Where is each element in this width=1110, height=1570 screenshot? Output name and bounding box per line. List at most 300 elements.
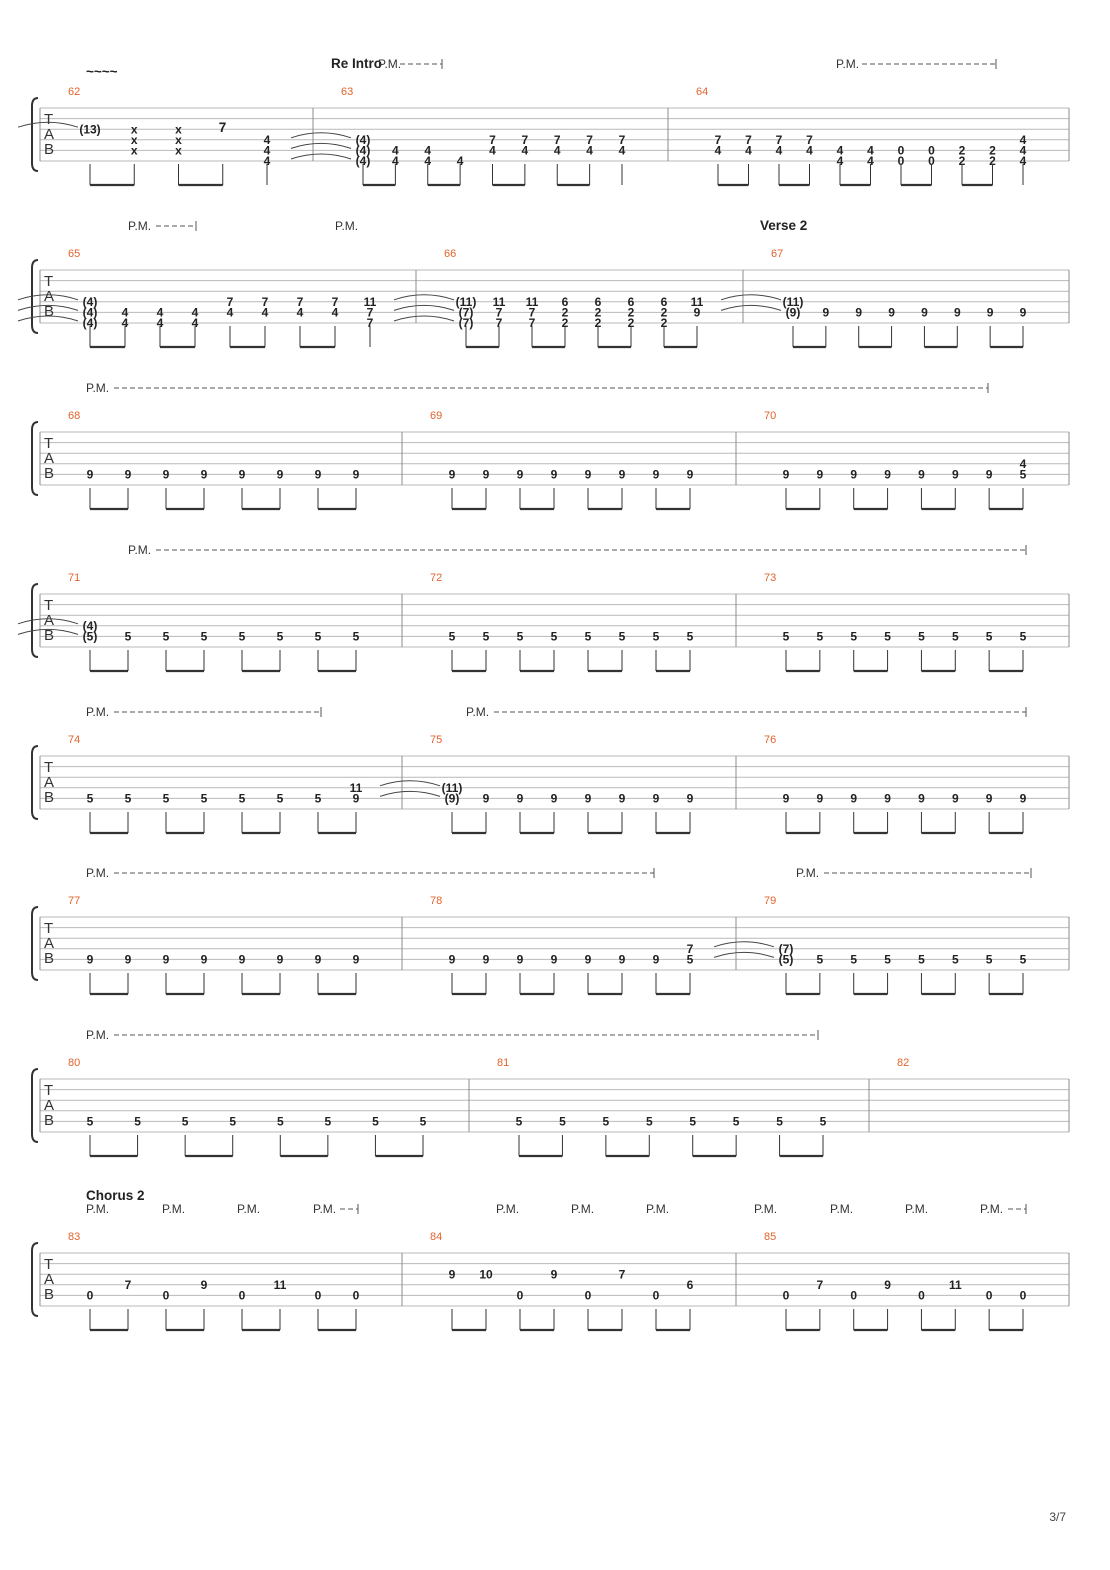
palm-mute-label: P.M. bbox=[86, 1028, 110, 1042]
fret-number: 2 bbox=[660, 305, 668, 320]
fret-number: 9 bbox=[921, 305, 928, 320]
fret-number: 9 bbox=[986, 305, 994, 320]
fret-number: 7 bbox=[553, 133, 561, 147]
tab-clef-letter: B bbox=[44, 1112, 55, 1129]
fret-number: (4) bbox=[355, 154, 371, 169]
fret-number: 0 bbox=[86, 1288, 94, 1303]
measure-number: 73 bbox=[764, 572, 777, 584]
fret-number: 7 bbox=[816, 1278, 824, 1292]
fret-number: 5 bbox=[732, 1114, 740, 1129]
fret-number: 4 bbox=[296, 305, 304, 320]
fret-number: 11 bbox=[349, 781, 363, 795]
section-label: Verse 2 bbox=[760, 218, 808, 233]
fret-number: 9 bbox=[124, 952, 132, 967]
fret-number: 7 bbox=[806, 133, 813, 147]
fret-number: 7 bbox=[745, 133, 752, 147]
palm-mute-label: P.M. bbox=[128, 543, 152, 557]
fret-number: 5 bbox=[276, 629, 284, 644]
fret-number: 0 bbox=[897, 143, 905, 158]
fret-number: 5 bbox=[951, 629, 959, 644]
tab-clef-letter: B bbox=[44, 789, 55, 806]
fret-number: x bbox=[175, 122, 182, 137]
fret-number: 11 bbox=[492, 295, 506, 309]
fret-number: 5 bbox=[645, 1114, 653, 1129]
fret-number: 9 bbox=[200, 952, 208, 967]
fret-number: 4 bbox=[1019, 133, 1027, 147]
palm-mute-label: P.M. bbox=[335, 219, 359, 233]
fret-number: (5) bbox=[82, 629, 98, 644]
fret-number: 4 bbox=[392, 143, 399, 158]
fret-number: 2 bbox=[660, 316, 668, 331]
fret-number: 5 bbox=[918, 952, 925, 967]
tie-arc bbox=[394, 316, 454, 321]
fret-number: 4 bbox=[1019, 143, 1027, 158]
fret-number: 6 bbox=[627, 295, 635, 309]
fret-number: 0 bbox=[928, 143, 935, 158]
fret-number: 9 bbox=[448, 952, 456, 967]
fret-number: 4 bbox=[263, 154, 271, 169]
measure-number: 63 bbox=[341, 86, 354, 98]
measure-number: 75 bbox=[430, 734, 443, 746]
system-bracket bbox=[32, 1069, 38, 1142]
fret-number: 2 bbox=[958, 154, 966, 169]
fret-number: 4 bbox=[331, 305, 339, 320]
fret-number: 5 bbox=[124, 629, 132, 644]
palm-mute-label: P.M. bbox=[496, 1202, 520, 1216]
tab-clef-letter: B bbox=[44, 950, 55, 967]
fret-number: (7) bbox=[458, 316, 474, 331]
fret-number: 7 bbox=[714, 133, 722, 147]
fret-number: 0 bbox=[897, 154, 905, 169]
fret-number: 9 bbox=[276, 467, 284, 482]
fret-number: 0 bbox=[314, 1288, 322, 1303]
fret-number: 5 bbox=[816, 952, 824, 967]
fret-number: 5 bbox=[238, 791, 246, 806]
fret-number: 5 bbox=[819, 1114, 827, 1129]
fret-number: 9 bbox=[482, 467, 490, 482]
measure-number: 65 bbox=[68, 248, 81, 260]
fret-number: 4 bbox=[392, 154, 399, 169]
fret-number: 4 bbox=[714, 143, 722, 158]
measure-number: 76 bbox=[764, 734, 777, 746]
fret-number: 7 bbox=[261, 295, 269, 309]
fret-number: 9 bbox=[1019, 791, 1027, 806]
tab-clef-letter: A bbox=[44, 774, 55, 791]
fret-number: 6 bbox=[686, 1278, 694, 1292]
fret-number: 5 bbox=[86, 791, 94, 806]
fret-number: 4 bbox=[263, 143, 271, 158]
tie-arc bbox=[721, 295, 781, 300]
fret-number: 9 bbox=[448, 1267, 456, 1282]
fret-number: 5 bbox=[782, 629, 790, 644]
system-bracket bbox=[32, 907, 38, 980]
palm-mute-label: P.M. bbox=[378, 57, 402, 71]
fret-number: 9 bbox=[238, 952, 246, 967]
fret-number: 5 bbox=[884, 952, 891, 967]
tie-arc bbox=[721, 305, 781, 310]
measure-number: 71 bbox=[68, 572, 81, 584]
fret-number: (4) bbox=[82, 619, 98, 633]
fret-number: 9 bbox=[482, 952, 490, 967]
palm-mute-label: P.M. bbox=[836, 57, 860, 71]
measure-number: 62 bbox=[68, 86, 81, 98]
fret-number: 6 bbox=[561, 295, 569, 309]
fret-number: (7) bbox=[458, 305, 474, 320]
fret-number: 5 bbox=[314, 629, 322, 644]
fret-number: 11 bbox=[363, 295, 377, 309]
fret-number: 4 bbox=[586, 143, 593, 158]
tab-clef-letter: T bbox=[44, 111, 54, 128]
palm-mute-label: P.M. bbox=[646, 1202, 670, 1216]
fret-number: 5 bbox=[134, 1114, 141, 1129]
fret-number: 5 bbox=[124, 791, 132, 806]
fret-number: 7 bbox=[775, 133, 783, 147]
tab-clef-letter: A bbox=[44, 612, 55, 629]
fret-number: 4 bbox=[191, 316, 199, 331]
section-label: Re Intro bbox=[331, 56, 383, 71]
fret-number: 5 bbox=[352, 629, 360, 644]
fret-number: 5 bbox=[985, 629, 993, 644]
fret-number: 9 bbox=[953, 305, 961, 320]
palm-mute-label: P.M. bbox=[86, 381, 110, 395]
fret-number: 5 bbox=[850, 629, 858, 644]
fret-number: 5 bbox=[515, 1114, 523, 1129]
fret-number: 5 bbox=[419, 1114, 427, 1129]
fret-number: 0 bbox=[918, 1288, 925, 1303]
tie-arc bbox=[394, 305, 454, 310]
fret-number: 4 bbox=[489, 143, 496, 158]
fret-number: 9 bbox=[652, 467, 660, 482]
measure-number: 70 bbox=[764, 410, 777, 422]
fret-number: 4 bbox=[1019, 457, 1027, 471]
fret-number: 11 bbox=[525, 295, 539, 309]
tab-clef-letter: T bbox=[44, 597, 54, 614]
fret-number: 4 bbox=[1019, 154, 1027, 169]
system-bracket bbox=[32, 98, 38, 171]
system-bracket bbox=[32, 746, 38, 819]
fret-number: (9) bbox=[444, 791, 460, 806]
palm-mute-label: P.M. bbox=[86, 866, 110, 880]
fret-number: 4 bbox=[745, 143, 752, 158]
fret-number: x bbox=[175, 143, 182, 158]
fret-number: (13) bbox=[79, 122, 101, 137]
palm-mute-label: P.M. bbox=[86, 705, 110, 719]
fret-number: 9 bbox=[200, 467, 208, 482]
measure-number: 81 bbox=[497, 1057, 510, 1069]
fret-number: 2 bbox=[989, 154, 996, 169]
fret-number: 5 bbox=[816, 629, 824, 644]
fret-number: 9 bbox=[918, 467, 925, 482]
fret-number: 4 bbox=[521, 143, 529, 158]
fret-number: (4) bbox=[82, 305, 98, 320]
fret-number: 5 bbox=[985, 952, 993, 967]
palm-mute-label: P.M. bbox=[796, 866, 820, 880]
fret-number: (11) bbox=[441, 781, 463, 795]
fret-number: 7 bbox=[618, 133, 626, 147]
fret-number: 9 bbox=[884, 791, 891, 806]
fret-number: 9 bbox=[918, 791, 925, 806]
fret-number: 9 bbox=[162, 467, 170, 482]
fret-number: 5 bbox=[238, 629, 246, 644]
tab-clef-letter: T bbox=[44, 759, 54, 776]
fret-number: 9 bbox=[652, 952, 660, 967]
fret-number: 11 bbox=[690, 295, 704, 309]
fret-number: 2 bbox=[594, 305, 602, 320]
fret-number: 9 bbox=[352, 791, 360, 806]
fret-number: 6 bbox=[660, 295, 668, 309]
fret-number: 9 bbox=[482, 791, 490, 806]
palm-mute-label: P.M. bbox=[980, 1202, 1004, 1216]
system-bracket bbox=[32, 1243, 38, 1316]
fret-number: 4 bbox=[226, 305, 234, 320]
fret-number: 0 bbox=[352, 1288, 360, 1303]
fret-number: 2 bbox=[594, 316, 602, 331]
tab-clef-letter: T bbox=[44, 1082, 54, 1099]
tab-clef-letter: B bbox=[44, 1286, 55, 1303]
fret-number: 9 bbox=[816, 791, 824, 806]
fret-number: 5 bbox=[162, 629, 170, 644]
fret-number: 0 bbox=[1019, 1288, 1027, 1303]
palm-mute-label: P.M. bbox=[571, 1202, 595, 1216]
fret-number: 5 bbox=[372, 1114, 379, 1129]
fret-number: 9 bbox=[985, 791, 993, 806]
fret-number: 4 bbox=[261, 305, 269, 320]
fret-number: 4 bbox=[806, 143, 813, 158]
fret-number: 9 bbox=[162, 952, 170, 967]
fret-number: (11) bbox=[455, 295, 477, 309]
tab-clef-letter: A bbox=[44, 288, 55, 305]
fret-number: 2 bbox=[561, 305, 569, 320]
fret-number: 7 bbox=[586, 133, 593, 147]
fret-number: 9 bbox=[448, 467, 456, 482]
fret-number: 7 bbox=[686, 942, 694, 956]
fret-number: 0 bbox=[652, 1288, 660, 1303]
measure-number: 77 bbox=[68, 895, 81, 907]
palm-mute-label: P.M. bbox=[86, 1202, 110, 1216]
fret-number: 5 bbox=[181, 1114, 189, 1129]
tab-clef-letter: A bbox=[44, 935, 55, 952]
fret-number: 5 bbox=[1019, 629, 1027, 644]
palm-mute-label: P.M. bbox=[830, 1202, 854, 1216]
fret-number: 5 bbox=[200, 791, 208, 806]
tab-clef-letter: B bbox=[44, 465, 55, 482]
eighth-rest: 7 bbox=[218, 120, 227, 135]
fret-number: 4 bbox=[618, 143, 626, 158]
measure-number: 78 bbox=[430, 895, 443, 907]
fret-number: 5 bbox=[559, 1114, 566, 1129]
fret-number: 11 bbox=[948, 1278, 962, 1292]
fret-number: 5 bbox=[884, 629, 891, 644]
palm-mute-label: P.M. bbox=[128, 219, 152, 233]
fret-number: 7 bbox=[521, 133, 529, 147]
fret-number: x bbox=[130, 122, 138, 137]
fret-number: x bbox=[130, 133, 138, 147]
fret-number: 7 bbox=[528, 305, 536, 320]
tab-clef-letter: A bbox=[44, 450, 55, 467]
fret-number: (9) bbox=[785, 305, 801, 320]
fret-number: 7 bbox=[366, 305, 374, 320]
tie-arc bbox=[380, 781, 440, 786]
fret-number: 10 bbox=[479, 1267, 493, 1282]
system-bracket bbox=[32, 422, 38, 495]
palm-mute-label: P.M. bbox=[313, 1202, 337, 1216]
fret-number: 9 bbox=[584, 952, 592, 967]
fret-number: 5 bbox=[86, 1114, 94, 1129]
tab-clef-letter: A bbox=[44, 126, 55, 143]
tie-arc bbox=[714, 942, 774, 947]
fret-number: 6 bbox=[594, 295, 602, 309]
tie-arc bbox=[291, 154, 351, 159]
fret-number: 9 bbox=[693, 305, 701, 320]
fret-number: 9 bbox=[686, 467, 694, 482]
fret-number: 9 bbox=[652, 791, 660, 806]
fret-number: 5 bbox=[689, 1114, 697, 1129]
fret-number: 5 bbox=[314, 791, 322, 806]
fret-number: 5 bbox=[448, 629, 456, 644]
fret-number: 9 bbox=[782, 467, 790, 482]
fret-number: 0 bbox=[516, 1288, 524, 1303]
fret-number: 4 bbox=[263, 133, 271, 147]
fret-number: (7) bbox=[778, 942, 794, 956]
fret-number: 0 bbox=[850, 1288, 858, 1303]
fret-number: 7 bbox=[366, 316, 374, 331]
measure-number: 82 bbox=[897, 1057, 910, 1069]
fret-number: 4 bbox=[156, 316, 164, 331]
fret-number: 5 bbox=[652, 629, 660, 644]
measure-number: 68 bbox=[68, 410, 81, 422]
fret-number: 5 bbox=[918, 629, 925, 644]
measure-number: 74 bbox=[68, 734, 81, 746]
fret-number: (5) bbox=[778, 952, 794, 967]
fret-number: 9 bbox=[884, 1278, 891, 1292]
fret-number: 9 bbox=[951, 467, 959, 482]
measure-number: 64 bbox=[696, 86, 709, 98]
measure-number: 72 bbox=[430, 572, 443, 584]
fret-number: 2 bbox=[958, 143, 966, 158]
fret-number: 7 bbox=[495, 305, 503, 320]
measure-number: 80 bbox=[68, 1057, 81, 1069]
fret-number: 7 bbox=[528, 316, 536, 331]
tie-arc bbox=[394, 295, 454, 300]
fret-number: 5 bbox=[686, 952, 694, 967]
fret-number: 9 bbox=[850, 791, 858, 806]
fret-number: 7 bbox=[489, 133, 496, 147]
fret-number: (4) bbox=[82, 316, 98, 331]
fret-number: 2 bbox=[561, 316, 569, 331]
fret-number: 5 bbox=[686, 629, 694, 644]
fret-number: 9 bbox=[550, 952, 558, 967]
fret-number: 7 bbox=[124, 1278, 132, 1292]
fret-number: 5 bbox=[1019, 467, 1027, 482]
fret-number: 9 bbox=[550, 1267, 558, 1282]
fret-number: 9 bbox=[1019, 305, 1027, 320]
fret-number: 5 bbox=[229, 1114, 237, 1129]
fret-number: 9 bbox=[516, 791, 524, 806]
fret-number: 0 bbox=[928, 154, 935, 169]
fret-number: 9 bbox=[276, 952, 284, 967]
palm-mute-label: P.M. bbox=[905, 1202, 929, 1216]
fret-number: 5 bbox=[584, 629, 592, 644]
fret-number: 7 bbox=[618, 1267, 626, 1282]
fret-number: 9 bbox=[352, 467, 360, 482]
measure-number: 84 bbox=[430, 1231, 443, 1243]
fret-number: 9 bbox=[200, 1278, 208, 1292]
fret-number: 5 bbox=[550, 629, 558, 644]
tab-clef-letter: A bbox=[44, 1097, 55, 1114]
fret-number: 9 bbox=[686, 791, 694, 806]
fret-number: 7 bbox=[226, 295, 234, 309]
measure-number: 85 bbox=[764, 1231, 777, 1243]
fret-number: (11) bbox=[782, 295, 804, 309]
vibrato-mark: ~~~~ bbox=[86, 64, 118, 79]
fret-number: 5 bbox=[516, 629, 524, 644]
fret-number: (4) bbox=[355, 143, 371, 158]
fret-number: 4 bbox=[121, 305, 129, 320]
fret-number: 5 bbox=[324, 1114, 332, 1129]
fret-number: 9 bbox=[816, 467, 824, 482]
fret-number: 9 bbox=[985, 467, 993, 482]
fret-number: x bbox=[130, 143, 138, 158]
measure-number: 69 bbox=[430, 410, 443, 422]
fret-number: 9 bbox=[822, 305, 830, 320]
palm-mute-label: P.M. bbox=[237, 1202, 261, 1216]
fret-number: 9 bbox=[618, 952, 626, 967]
fret-number: (4) bbox=[355, 133, 371, 147]
fret-number: 9 bbox=[888, 305, 895, 320]
fret-number: 4 bbox=[456, 154, 464, 169]
fret-number: 9 bbox=[782, 791, 790, 806]
fret-number: 5 bbox=[1019, 952, 1027, 967]
fret-number: 5 bbox=[162, 791, 170, 806]
measure-number: 79 bbox=[764, 895, 777, 907]
measure-number: 66 bbox=[444, 248, 457, 260]
fret-number: 9 bbox=[584, 467, 592, 482]
fret-number: 9 bbox=[314, 467, 322, 482]
fret-number: 0 bbox=[782, 1288, 790, 1303]
tie-arc bbox=[714, 952, 774, 957]
fret-number: 9 bbox=[855, 305, 863, 320]
fret-number: 4 bbox=[121, 316, 129, 331]
fret-number: 5 bbox=[602, 1114, 610, 1129]
tab-clef-letter: T bbox=[44, 920, 54, 937]
tab-clef-letter: B bbox=[44, 627, 55, 644]
fret-number: 9 bbox=[352, 952, 360, 967]
tab-clef-letter: T bbox=[44, 435, 54, 452]
fret-number: 9 bbox=[850, 467, 858, 482]
fret-number: 9 bbox=[584, 791, 592, 806]
measure-number: 83 bbox=[68, 1231, 81, 1243]
fret-number: 4 bbox=[191, 305, 199, 320]
fret-number: 5 bbox=[618, 629, 626, 644]
fret-number: 9 bbox=[884, 467, 891, 482]
fret-number: 4 bbox=[424, 154, 432, 169]
fret-number: 4 bbox=[424, 143, 432, 158]
fret-number: 7 bbox=[331, 295, 339, 309]
fret-number: 0 bbox=[584, 1288, 592, 1303]
tab-clef-letter: B bbox=[44, 303, 55, 320]
fret-number: 0 bbox=[985, 1288, 993, 1303]
fret-number: 2 bbox=[989, 143, 996, 158]
fret-number: 4 bbox=[836, 143, 844, 158]
fret-number: 9 bbox=[238, 467, 246, 482]
fret-number: 5 bbox=[276, 1114, 284, 1129]
tab-clef-letter: T bbox=[44, 273, 54, 290]
fret-number: 0 bbox=[162, 1288, 170, 1303]
fret-number: x bbox=[175, 133, 182, 147]
fret-number: 9 bbox=[516, 467, 524, 482]
fret-number: 4 bbox=[867, 154, 874, 169]
fret-number: 5 bbox=[951, 952, 959, 967]
